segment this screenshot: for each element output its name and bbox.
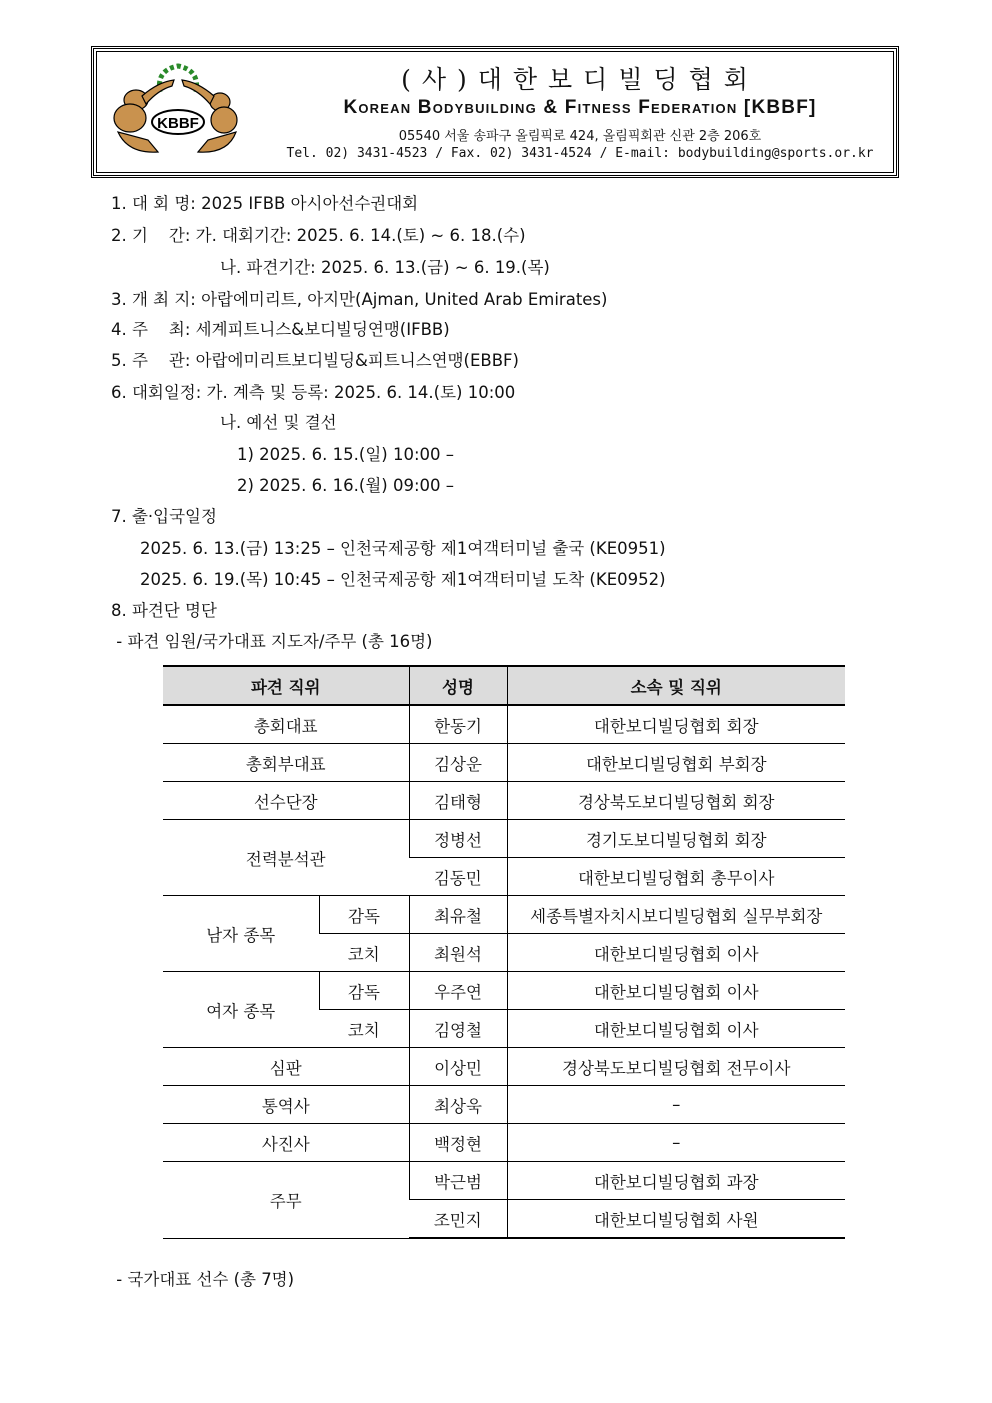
name-cell: 최원석	[409, 934, 507, 972]
position-cell: 심판	[163, 1048, 409, 1086]
item-dispatch-period: 나. 파견기간: 2025. 6. 13.(금) ~ 6. 19.(목)	[220, 258, 550, 277]
table-row	[163, 896, 845, 934]
column-header: 성명	[409, 666, 507, 705]
name-cell: 이상민	[409, 1048, 507, 1086]
name-cell: 한동기	[409, 705, 507, 744]
item-venue: 3. 개 최 지: 아랍에미리트, 아지만(Ajman, United Arab Emirates)	[111, 290, 608, 309]
table-header-row	[163, 666, 845, 705]
role-cell: 코치	[319, 934, 409, 972]
item-arrival: 2025. 6. 19.(목) 10:45 – 인천국제공항 제1여객터미널 도착 (KE0952)	[140, 570, 666, 589]
affiliation-cell: 경기도보디빌딩협회 회장	[507, 820, 845, 858]
kbbf-logo	[108, 62, 248, 162]
table-row	[163, 820, 845, 858]
position-cell: 통역사	[163, 1086, 409, 1124]
name-cell: 최상욱	[409, 1086, 507, 1124]
item-period: 2. 기 간: 가. 대회기간: 2025. 6. 14.(토) ~ 6. 18.(수)	[111, 226, 526, 245]
item-schedule: 6. 대회일정: 가. 계측 및 등록: 2025. 6. 14.(토) 10:00	[111, 383, 516, 402]
affiliation-cell: –	[507, 1086, 845, 1124]
org-contact: Tel. 02) 3431-4523 / Fax. 02) 3431-4524 / E-mail: bodybuilding@sports.or.kr	[286, 146, 874, 161]
affiliation-cell: 대한보디빌딩협회 과장	[507, 1162, 845, 1200]
affiliation-cell: 대한보디빌딩협회 이사	[507, 972, 845, 1010]
name-cell: 우주연	[409, 972, 507, 1010]
item-event-name: 1. 대 회 명: 2025 IFBB 아시아선수권대회	[111, 194, 419, 213]
item-schedule-day1: 1) 2025. 6. 15.(일) 10:00 –	[237, 445, 454, 464]
org-name-english: Korean Bodybuilding & Fitness Federation [KBBF]	[343, 97, 817, 118]
role-cell: 코치	[319, 1010, 409, 1048]
affiliation-cell: 대한보디빌딩협회 사원	[507, 1200, 845, 1239]
position-cell: 선수단장	[163, 782, 409, 820]
position-cell: 사진사	[163, 1124, 409, 1162]
roster-table	[163, 665, 845, 1239]
item-schedule-finals: 나. 예선 및 결선	[220, 413, 337, 432]
table-row	[163, 972, 845, 1010]
name-cell: 김영철	[409, 1010, 507, 1048]
item-host: 4. 주 최: 세계피트니스&보디빌딩연맹(IFBB)	[111, 320, 450, 339]
roster-subtitle-athletes: - 국가대표 선수 (총 7명)	[111, 1270, 295, 1289]
org-address: 05540 서울 송파구 올림픽로 424, 올림픽회관 신관 2층 206호	[398, 129, 762, 144]
name-cell: 김동민	[409, 858, 507, 896]
position-cell: 총회대표	[163, 705, 409, 744]
logo-text: KBBF	[157, 115, 199, 132]
role-cell: 감독	[319, 972, 409, 1010]
name-cell: 백정현	[409, 1124, 507, 1162]
table-row	[163, 1048, 845, 1086]
item-roster: 8. 파견단 명단	[111, 601, 217, 620]
column-header: 파견 직위	[163, 666, 409, 705]
name-cell: 박근범	[409, 1162, 507, 1200]
position-cell: 총회부대표	[163, 744, 409, 782]
event-group-cell: 여자 종목	[163, 972, 319, 1048]
item-schedule-day2: 2) 2025. 6. 16.(월) 09:00 –	[237, 476, 454, 495]
affiliation-cell: 경상북도보디빌딩협회 회장	[507, 782, 845, 820]
item-travel: 7. 출·입국일정	[111, 507, 217, 526]
position-cell: 전력분석관	[163, 820, 409, 896]
name-cell: 최유철	[409, 896, 507, 934]
item-departure: 2025. 6. 13.(금) 13:25 – 인천국제공항 제1여객터미널 출국 (KE0951)	[140, 539, 666, 558]
table-row	[163, 1124, 845, 1162]
affiliation-cell: 대한보디빌딩협회 부회장	[507, 744, 845, 782]
table-row	[163, 782, 845, 820]
column-header: 소속 및 직위	[507, 666, 845, 705]
name-cell: 정병선	[409, 820, 507, 858]
roster-subtitle-staff: - 파견 임원/국가대표 지도자/주무 (총 16명)	[111, 632, 433, 651]
name-cell: 조민지	[409, 1200, 507, 1239]
org-name-korean: (사)대한보디빌딩협회	[401, 65, 759, 94]
name-cell: 김태형	[409, 782, 507, 820]
table-row	[163, 744, 845, 782]
affiliation-cell: 대한보디빌딩협회 총무이사	[507, 858, 845, 896]
role-cell: 감독	[319, 896, 409, 934]
event-group-cell: 남자 종목	[163, 896, 319, 972]
affiliation-cell: 대한보디빌딩협회 이사	[507, 1010, 845, 1048]
affiliation-cell: 세종특별자치시보디빌딩협회 실무부회장	[507, 896, 845, 934]
affiliation-cell: 경상북도보디빌딩협회 전무이사	[507, 1048, 845, 1086]
name-cell: 김상운	[409, 744, 507, 782]
affiliation-cell: 대한보디빌딩협회 이사	[507, 934, 845, 972]
affiliation-cell: 대한보디빌딩협회 회장	[507, 705, 845, 744]
table-row	[163, 1162, 845, 1200]
item-organizer: 5. 주 관: 아랍에미리트보디빌딩&피트니스연맹(EBBF)	[111, 351, 519, 370]
table-row	[163, 705, 845, 744]
affiliation-cell: –	[507, 1124, 845, 1162]
table-row	[163, 1086, 845, 1124]
position-cell: 주무	[163, 1162, 409, 1239]
